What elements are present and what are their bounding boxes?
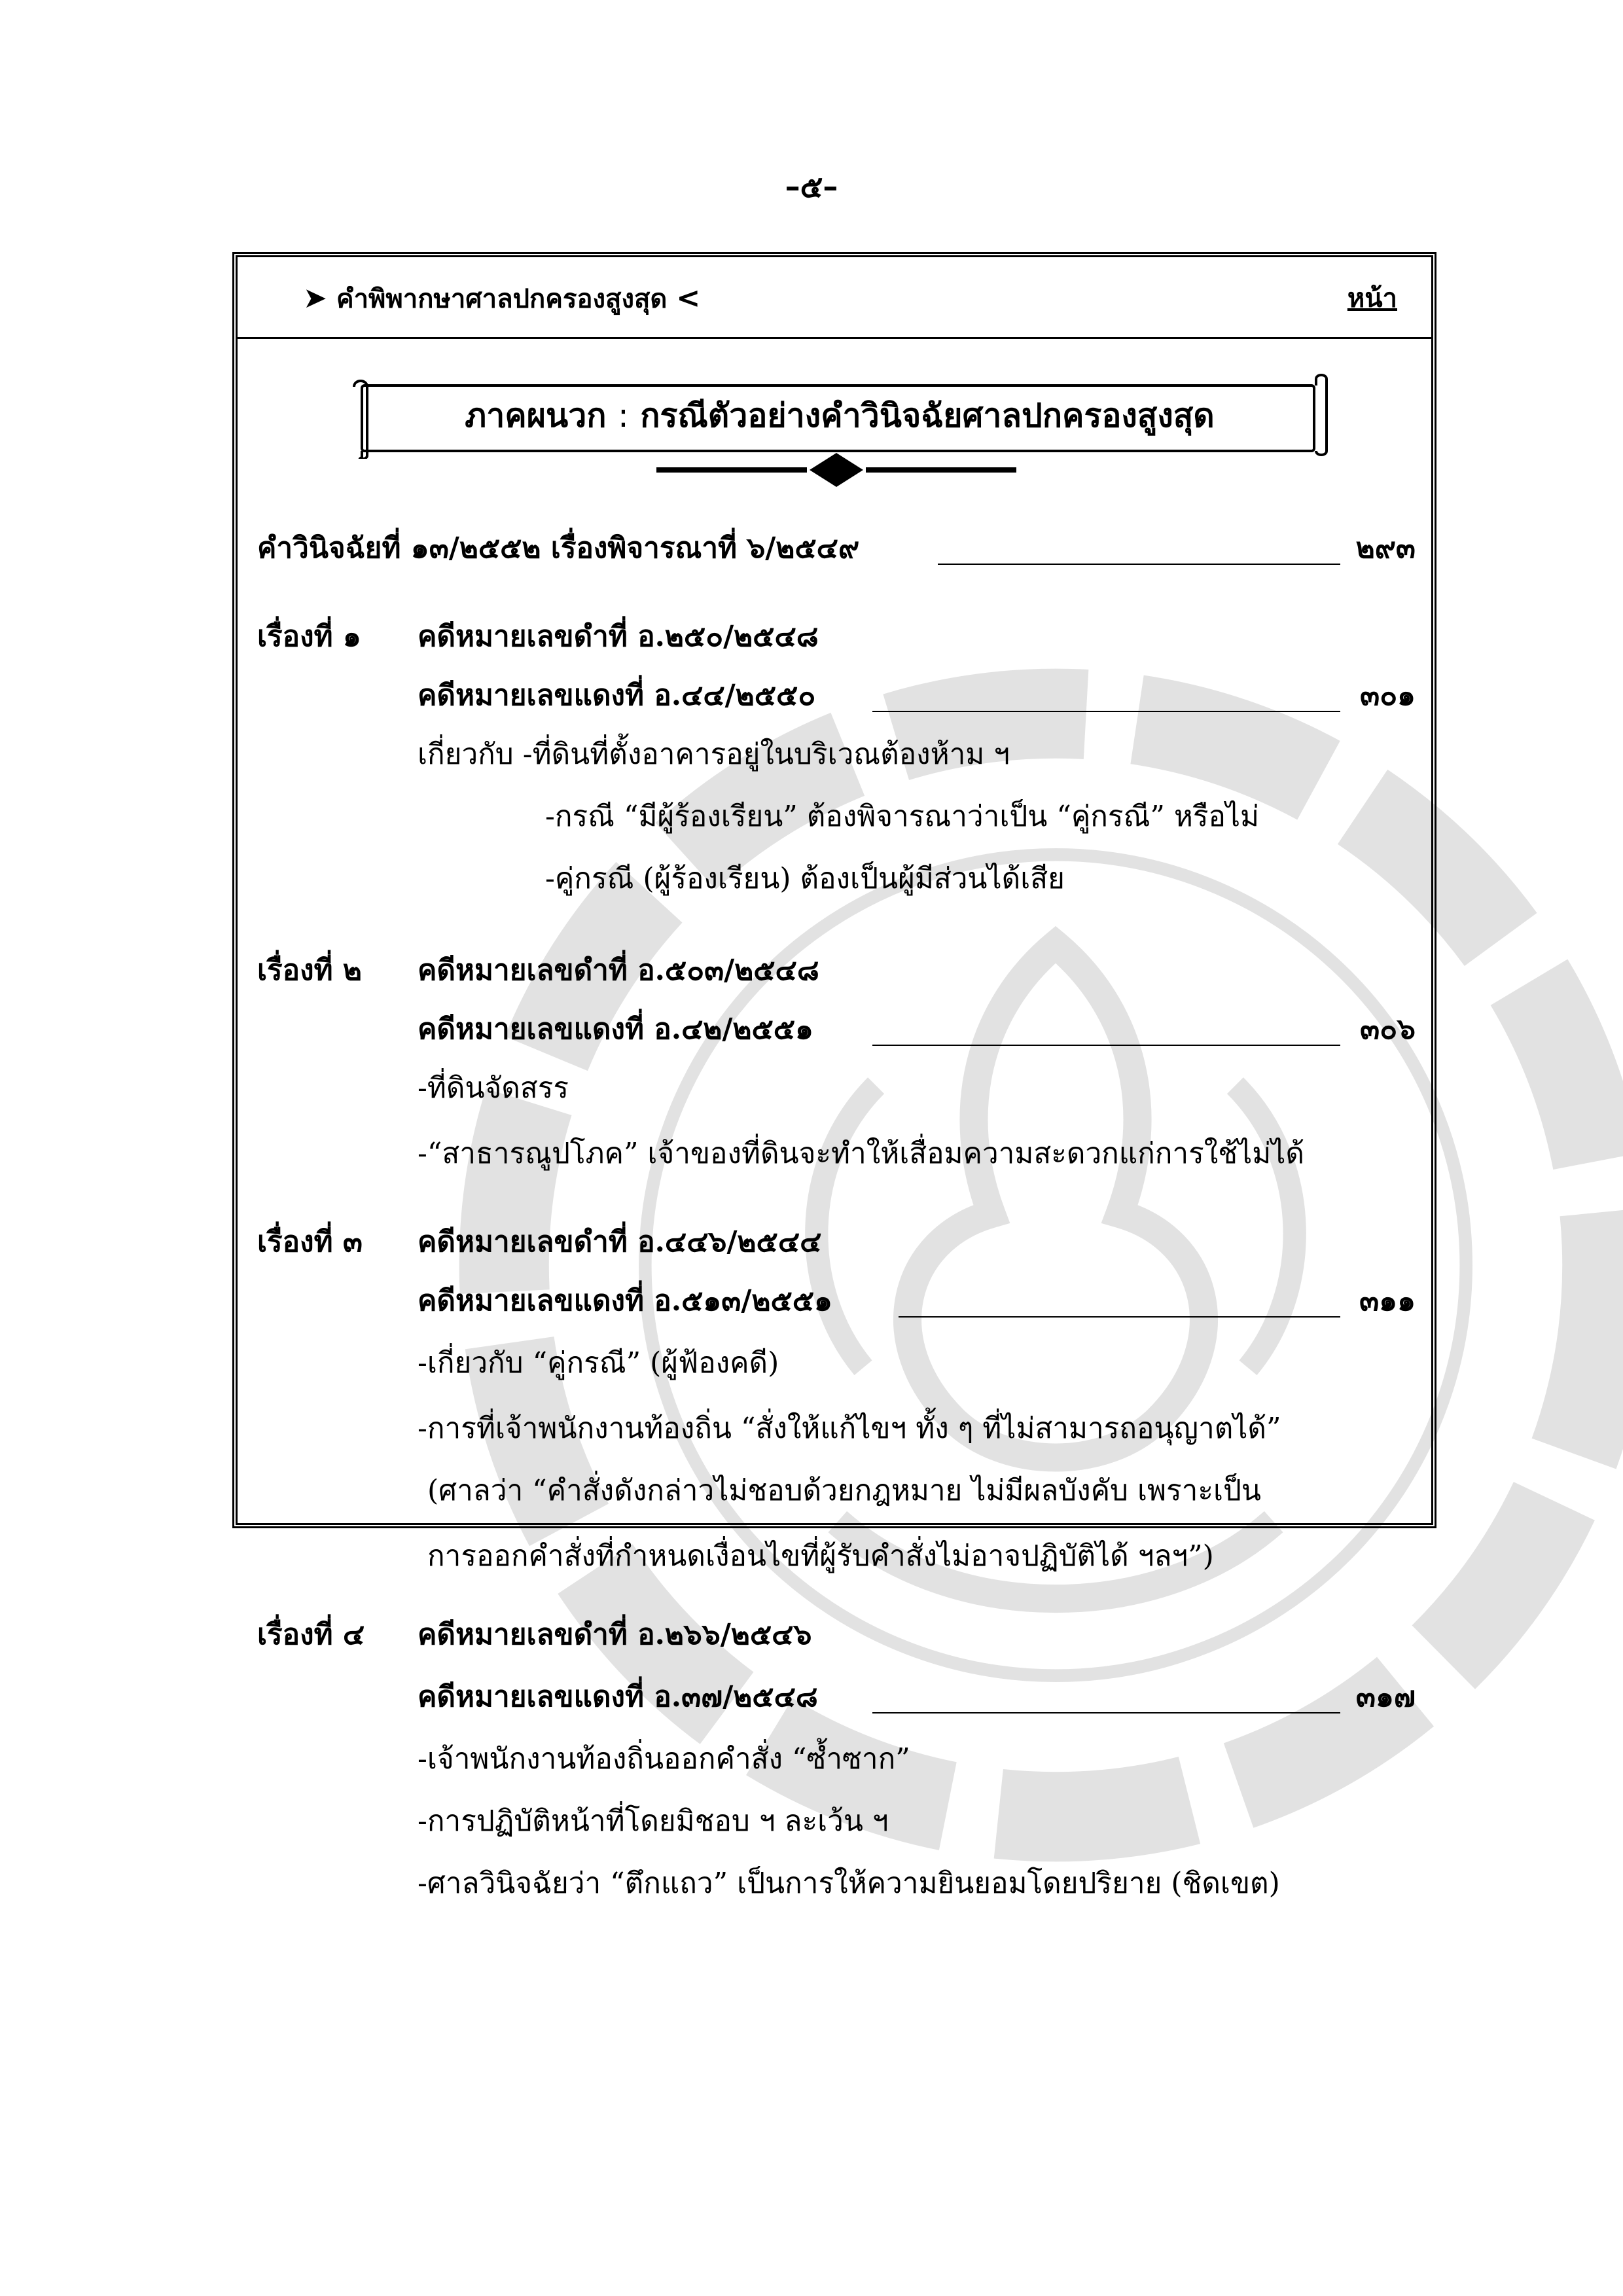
entry-row: [257, 1213, 1416, 1272]
entry-page: ๓๑๑: [1359, 1284, 1416, 1318]
black-case-number: คดีหมายเลขดำที่ อ.๔๔๖/๒๕๔๔: [418, 1225, 822, 1259]
entry-note: -การปฏิบัติหน้าที่โดยมิชอบ ฯ ละเว้น ฯ: [418, 1804, 889, 1838]
entry-number: เรื่องที่ ๔: [257, 1618, 365, 1651]
leader-line: [872, 711, 1340, 712]
entry-note: (ศาลว่า “คำสั่งดังกล่าวไม่ชอบด้วยกฎหมาย ไม่มีผลบังคับ เพราะเป็น: [427, 1474, 1262, 1507]
arrow-left-icon: <: [676, 281, 701, 315]
decision-label: คำวินิจฉัยที่ ๑๓/๒๕๕๒ เรื่องพิจารณาที่ ๖/๒๕๔๙: [257, 531, 860, 565]
red-case-number: คดีหมายเลขแดงที่ อ.๔๔/๒๕๕๐: [418, 679, 816, 712]
entry-note: -คู่กรณี (ผู้ร้องเรียน) ต้องเป็นผู้มีส่วนได้เสีย: [545, 862, 1065, 895]
black-case-number: คดีหมายเลขดำที่ อ.๒๕๐/๒๕๔๘: [418, 620, 819, 653]
entry-note: การออกคำสั่งที่กำหนดเงื่อนไขที่ผู้รับคำสั่งไม่อาจปฏิบัติได้ ฯลฯ”): [427, 1539, 1214, 1573]
entry-note: -เจ้าพนักงานท้องถิ่นออกคำสั่ง “ซ้ำซาก”: [418, 1742, 910, 1776]
leader-line: [872, 1045, 1340, 1046]
entry-row: [257, 1668, 1416, 1727]
entry-row: [257, 1272, 1416, 1331]
page-number: –๕–: [785, 169, 838, 204]
header-page-label: หน้า: [1347, 283, 1397, 314]
appendix-title-text: ภาคผนวก: [465, 397, 607, 435]
entry-row: [257, 1000, 1416, 1059]
header-title: [303, 282, 700, 315]
entry-note: -การที่เจ้าพนักงานท้องถิ่น “สั่งให้แก้ไขฯ ทั้ง ๆ ที่ไม่สามารถอนุญาตได้”: [418, 1412, 1281, 1445]
entry-note: -ศาลวินิจฉัยว่า “ตึกแถว” เป็นการให้ความยินยอมโดยปริยาย (ชิดเขต): [418, 1867, 1280, 1900]
leader-line: [899, 1316, 1340, 1318]
entry-note: เกี่ยวกับ -ที่ดินที่ตั้งอาคารอยู่ในบริเวณต้องห้าม ฯ: [418, 738, 1010, 771]
entry-number: เรื่องที่ ๑: [257, 620, 361, 653]
decision-page: ๒๙๓: [1355, 531, 1416, 565]
entry-row: [257, 941, 1416, 1000]
red-case-number: คดีหมายเลขแดงที่ อ.๓๗/๒๕๔๘: [418, 1680, 818, 1713]
entry-note: -ที่ดินจัดสรร: [418, 1071, 569, 1105]
entry-page: ๓๑๗: [1355, 1680, 1416, 1713]
entry-row: [257, 1605, 1416, 1664]
header-title-text: คำพิพากษาศาลปกครองสูงสุด: [336, 284, 668, 314]
black-case-number: คดีหมายเลขดำที่ อ.๕๐๓/๒๕๔๘: [418, 954, 819, 987]
header-bar: [238, 257, 1431, 339]
content-frame: [232, 252, 1436, 1900]
appendix-title: [349, 395, 1330, 437]
arrow-right-icon: ➤: [303, 281, 327, 315]
red-case-number: คดีหมายเลขแดงที่ อ.๕๑๓/๒๕๕๑: [418, 1284, 832, 1318]
diamond-divider-icon: [656, 450, 1016, 490]
entry-page: ๓๐๑: [1360, 679, 1416, 712]
appendix-subtitle: กรณีตัวอย่างคำวินิจฉัยศาลปกครองสูงสุด: [640, 397, 1215, 435]
entry-note: -“สาธารณูปโภค” เจ้าของที่ดินจะทำให้เสื่อมความสะดวกแก่การใช้ไม่ได้: [418, 1137, 1304, 1170]
black-case-number: คดีหมายเลขดำที่ อ.๒๖๖/๒๕๔๖: [418, 1618, 812, 1651]
entry-number: เรื่องที่ ๒: [257, 954, 362, 987]
leader-line: [938, 564, 1340, 565]
entry-row: [257, 607, 1416, 666]
decision-row: [257, 519, 1416, 578]
entry-note: -กรณี “มีผู้ร้องเรียน” ต้องพิจารณาว่าเป็น “คู่กรณี” หรือไม่: [545, 800, 1260, 833]
entry-page: ๓๐๖: [1360, 1013, 1416, 1046]
appendix-banner: [349, 374, 1330, 459]
entry-row: [257, 666, 1416, 725]
appendix-separator: :: [618, 397, 629, 435]
red-case-number: คดีหมายเลขแดงที่ อ.๔๒/๒๕๕๑: [418, 1013, 813, 1046]
entry-number: เรื่องที่ ๓: [257, 1225, 363, 1259]
leader-line: [872, 1712, 1340, 1713]
entry-note: -เกี่ยวกับ “คู่กรณี” (ผู้ฟ้องคดี): [418, 1346, 779, 1380]
